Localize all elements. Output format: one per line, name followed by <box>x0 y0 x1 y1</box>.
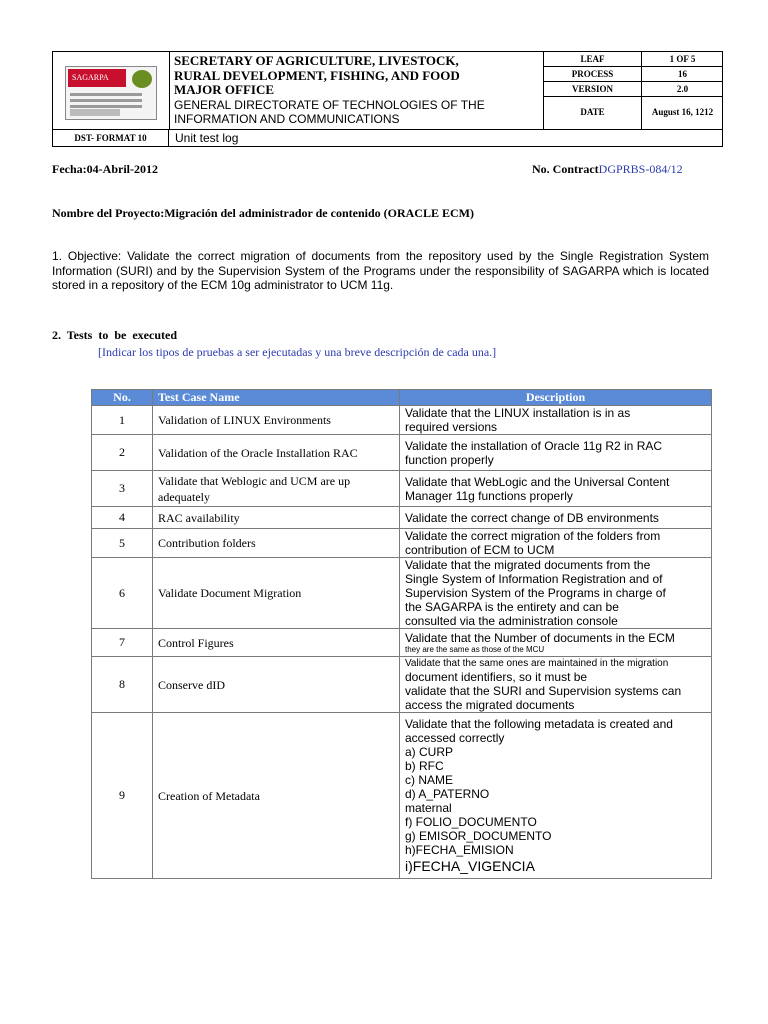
description-line: Validate that the same ones are maintained in the migration <box>405 658 669 669</box>
table-row <box>92 406 712 435</box>
title-cell <box>169 52 543 129</box>
test-case-name: Validate Document Migration <box>153 558 400 629</box>
description-line: a) CURP <box>405 744 454 759</box>
description-line: the SAGARPA is the entirety and can be <box>405 600 619 614</box>
header-subtitle: GENERAL DIRECTORATE OF TECHNOLOGIES OF THE INFORMATION AND COMMUNICATIONS <box>174 98 485 126</box>
row-number: 9 <box>92 713 153 879</box>
description-line: maternal <box>405 800 452 815</box>
document-type: Unit test log <box>175 131 239 145</box>
column-header-name: Test Case Name <box>153 390 400 406</box>
description-line: consulted via the administration console <box>405 614 618 628</box>
column-header-description: Description <box>400 390 712 406</box>
row-number: 7 <box>92 629 153 657</box>
row-number: 8 <box>92 657 153 713</box>
row-number: 1 <box>92 406 153 435</box>
test-case-description <box>400 558 712 629</box>
table-row <box>92 558 712 629</box>
description-line: Single System of Information Registration and of <box>405 572 663 586</box>
description-line: b) RFC <box>405 758 444 773</box>
table-row <box>92 713 712 879</box>
table-row <box>92 435 712 471</box>
meta-row-leaf: LEAF 1 OF 5 <box>544 52 723 67</box>
description-line: f) FOLIO_DOCUMENTO <box>405 814 537 829</box>
row-number: 2 <box>92 435 153 471</box>
description-line: d) A_PATERNO <box>405 786 490 801</box>
test-case-description <box>400 657 712 713</box>
test-case-name: Validation of the Oracle Installation RAC <box>153 435 400 471</box>
description-line: Validate that the following metadata is created and <box>405 716 673 731</box>
objective-paragraph: 1. Objective: Validate the correct migration of documents from the repository used by the Single Registration System Information (SURI) and by the Supervision System of the Programs under the responsibility of SAGARPA which is located stored in a repository of the ECM 10g administrator to UCM 11g. <box>52 249 709 292</box>
row-number: 4 <box>92 507 153 529</box>
tests-heading: 2. Tests to be executed <box>52 328 177 342</box>
table-row <box>92 657 712 713</box>
description-line: they are the same as those of the MCU <box>405 644 545 654</box>
test-case-description <box>400 471 712 507</box>
row-number: 3 <box>92 471 153 507</box>
meta-row-version: VERSION 2.0 <box>544 82 723 97</box>
date-label: Fecha:04-Abril-2012 <box>52 162 158 176</box>
meta-row-process: PROCESS 16 <box>544 67 723 82</box>
format-row <box>53 129 722 147</box>
test-case-description <box>400 713 712 879</box>
header-title: SECRETARY OF AGRICULTURE, LIVESTOCK, RURAL DEVELOPMENT, FISHING, AND FOOD MAJOR OFFICE <box>174 53 460 97</box>
sagarpa-logo <box>65 66 157 120</box>
row-number: 5 <box>92 529 153 558</box>
description-line: Validate that the migrated documents from the <box>405 558 651 572</box>
test-case-description <box>400 435 712 471</box>
metadata-table <box>543 52 723 129</box>
seal-icon <box>132 70 152 88</box>
meta-row-date: DATE August 16, 1212 <box>544 97 723 129</box>
description-line: h)FECHA_EMISION <box>405 842 514 857</box>
contract-number: No. ContractDGPRBS-084/12 <box>532 162 683 176</box>
table-row <box>92 507 712 529</box>
table-header-row <box>92 390 712 406</box>
test-case-name: Creation of Metadata <box>153 713 400 879</box>
test-case-name: Validate that Weblogic and UCM are up adequately <box>153 471 400 507</box>
logo-text: SAGARPA <box>68 69 126 87</box>
description-line: contribution of ECM to UCM <box>405 543 555 557</box>
table-row <box>92 529 712 558</box>
description-line: i)FECHA_VIGENCIA <box>405 857 535 874</box>
description-line: Validate that the LINUX installation is in as <box>405 406 631 420</box>
description-line: Validate that WebLogic and the Universal Content <box>405 474 670 489</box>
test-case-name: Validation of LINUX Environments <box>153 406 400 435</box>
test-case-name: Conserve dID <box>153 657 400 713</box>
description-line: Supervision System of the Programs in charge of <box>405 586 666 600</box>
test-case-name: RAC availability <box>153 507 400 529</box>
description-line: access the migrated documents <box>405 698 575 712</box>
description-line: c) NAME <box>405 772 453 787</box>
document-header <box>52 51 723 147</box>
logo-cell <box>53 52 170 129</box>
test-case-description <box>400 507 712 529</box>
tests-note: [Indicar los tipos de pruebas a ser ejecutadas y una breve descripción de cada una.] <box>98 345 497 359</box>
description-line: accessed correctly <box>405 730 505 745</box>
description-line: required versions <box>405 420 498 434</box>
description-line: Validate that the Number of documents in the ECM <box>405 630 675 645</box>
description-line: validate that the SURI and Supervision systems can <box>405 684 682 698</box>
format-code: DST- FORMAT 10 <box>53 130 169 147</box>
test-case-name: Control Figures <box>153 629 400 657</box>
description-line: document identifiers, so it must be <box>405 670 588 684</box>
description-line: Validate the installation of Oracle 11g R2 in RAC <box>405 438 663 453</box>
row-number: 6 <box>92 558 153 629</box>
test-case-description <box>400 629 712 657</box>
description-line: Validate the correct migration of the folders from <box>405 529 661 543</box>
table-row <box>92 471 712 507</box>
description-line: Manager 11g functions properly <box>405 488 573 503</box>
test-cases-table <box>91 389 712 879</box>
description-line: function properly <box>405 452 494 467</box>
test-case-description <box>400 529 712 558</box>
column-header-no: No. <box>92 390 153 406</box>
project-name: Nombre del Proyecto:Migración del administrador de contenido (ORACLE ECM) <box>52 206 474 220</box>
test-case-description <box>400 406 712 435</box>
test-case-name: Contribution folders <box>153 529 400 558</box>
table-row <box>92 629 712 657</box>
description-line: g) EMISOR_DOCUMENTO <box>405 828 552 843</box>
description-line: Validate the correct change of DB environments <box>405 510 659 525</box>
